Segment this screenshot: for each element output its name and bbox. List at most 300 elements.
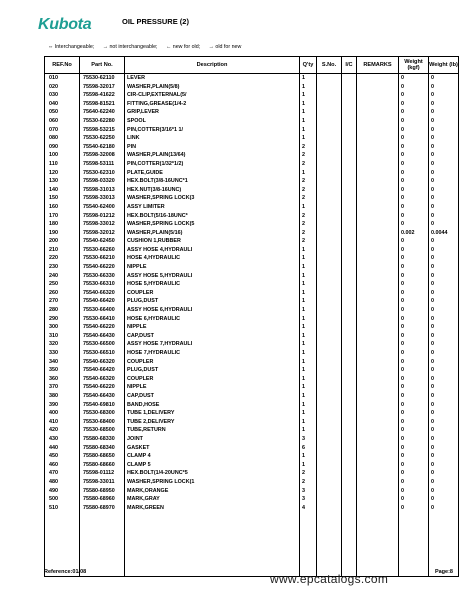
cell-weight-lb: 0 [429,100,459,109]
cell-serial-no [317,212,342,221]
cell-ref-no: 280 [45,306,80,315]
cell-part-no: 75598-53111 [80,160,125,169]
cell-serial-no [317,108,342,117]
filler-cell [317,512,342,577]
cell-serial-no [317,487,342,496]
cell-remarks [357,349,399,358]
cell-ic [342,401,357,410]
cell-description: ASSY HOSE 6,HYDRAULI [125,306,300,315]
cell-qty: 1 [300,349,317,358]
cell-ref-no: 090 [45,143,80,152]
cell-remarks [357,375,399,384]
cell-part-no: 75530-66310 [80,280,125,289]
cell-ref-no: 440 [45,444,80,453]
cell-remarks [357,263,399,272]
cell-qty: 2 [300,220,317,229]
footer-reference: Reference:01/08 [44,569,87,575]
cell-part-no: 75530-66330 [80,272,125,281]
cell-remarks [357,469,399,478]
cell-weight-lb: 0 [429,375,459,384]
cell-weight-kgf: 0 [399,297,429,306]
cell-weight-kgf: 0 [399,418,429,427]
cell-weight-kgf: 0 [399,487,429,496]
cell-ic [342,504,357,513]
cell-serial-no [317,203,342,212]
cell-weight-kgf: 0 [399,83,429,92]
cell-ref-no: 270 [45,297,80,306]
cell-qty: 1 [300,340,317,349]
cell-qty: 1 [300,74,317,83]
table-row [45,452,459,461]
table-row [45,366,459,375]
cell-part-no: 75530-62280 [80,117,125,126]
cell-remarks [357,409,399,418]
cell-weight-kgf: 0 [399,203,429,212]
cell-description: PIN,COTTER(3/16*1 1/ [125,126,300,135]
cell-remarks [357,203,399,212]
cell-ic [342,289,357,298]
cell-serial-no [317,383,342,392]
cell-qty: 1 [300,91,317,100]
cell-weight-kgf: 0 [399,289,429,298]
cell-part-no: 75540-66420 [80,366,125,375]
cell-serial-no [317,229,342,238]
cell-qty: 2 [300,186,317,195]
cell-weight-kgf: 0 [399,108,429,117]
cell-description: TUBE 1,DELIVERY [125,409,300,418]
cell-ref-no: 320 [45,340,80,349]
cell-weight-lb: 0 [429,186,459,195]
cell-part-no: 75530-62310 [80,169,125,178]
cell-description: NIPPLE [125,263,300,272]
cell-serial-no [317,194,342,203]
cell-qty: 1 [300,83,317,92]
cell-remarks [357,229,399,238]
cell-weight-lb: 0 [429,461,459,470]
cell-weight-kgf: 0 [399,435,429,444]
table-row [45,315,459,324]
cell-ref-no: 400 [45,409,80,418]
cell-ic [342,349,357,358]
cell-ref-no: 450 [45,452,80,461]
cell-part-no: 75598-33012 [80,220,125,229]
cell-weight-kgf: 0 [399,280,429,289]
cell-weight-lb: 0 [429,126,459,135]
cell-ic [342,418,357,427]
cell-ref-no: 180 [45,220,80,229]
cell-serial-no [317,254,342,263]
parts-table [44,56,459,577]
cell-part-no: 75540-66420 [80,297,125,306]
cell-ic [342,444,357,453]
cell-ic [342,186,357,195]
cell-part-no: 75598-01212 [80,212,125,221]
table-row [45,375,459,384]
cell-weight-lb: 0 [429,280,459,289]
cell-ref-no: 190 [45,229,80,238]
cell-remarks [357,74,399,83]
cell-ic [342,143,357,152]
cell-remarks [357,392,399,401]
cell-ic [342,126,357,135]
cell-remarks [357,194,399,203]
table-row [45,229,459,238]
cell-part-no: 75580-68660 [80,461,125,470]
cell-qty: 2 [300,177,317,186]
cell-qty: 1 [300,272,317,281]
cell-remarks [357,366,399,375]
cell-weight-lb: 0 [429,323,459,332]
cell-serial-no [317,297,342,306]
cell-description: PIN [125,143,300,152]
cell-ref-no: 480 [45,478,80,487]
cell-ic [342,272,357,281]
cell-part-no: 75598-01112 [80,469,125,478]
cell-part-no: 75598-33013 [80,194,125,203]
cell-qty: 1 [300,366,317,375]
cell-remarks [357,212,399,221]
cell-part-no: 75530-68300 [80,409,125,418]
cell-ic [342,435,357,444]
cell-weight-lb: 0 [429,435,459,444]
cell-remarks [357,401,399,410]
cell-description: CIR-CLIP,EXTERNAL(5/ [125,91,300,100]
cell-remarks [357,323,399,332]
cell-description: COUPLER [125,375,300,384]
table-row [45,117,459,126]
cell-weight-lb: 0 [429,452,459,461]
table-row [45,74,459,83]
cell-weight-kgf: 0 [399,366,429,375]
cell-qty: 1 [300,108,317,117]
cell-ic [342,212,357,221]
cell-serial-no [317,220,342,229]
table-row [45,220,459,229]
cell-description: SPOOL [125,117,300,126]
cell-ref-no: 300 [45,323,80,332]
filler-cell [80,512,125,577]
cell-ref-no: 160 [45,203,80,212]
cell-remarks [357,134,399,143]
cell-serial-no [317,375,342,384]
cell-weight-kgf: 0 [399,100,429,109]
cell-ref-no: 360 [45,375,80,384]
cell-description: NIPPLE [125,323,300,332]
cell-weight-lb: 0 [429,426,459,435]
cell-description: BAND,HOSE [125,401,300,410]
cell-weight-kgf: 0 [399,332,429,341]
cell-ref-no: 010 [45,74,80,83]
col-weight-kgf: Weight (kgf) [399,57,429,74]
table-filler-row [45,512,459,577]
cell-part-no: 75540-62450 [80,237,125,246]
cell-ref-no: 260 [45,289,80,298]
cell-qty: 1 [300,246,317,255]
cell-qty: 1 [300,452,317,461]
table-row [45,504,459,513]
cell-qty: 2 [300,229,317,238]
cell-ref-no: 110 [45,160,80,169]
cell-weight-lb: 0 [429,220,459,229]
cell-description: JOINT [125,435,300,444]
cell-weight-lb: 0 [429,306,459,315]
cell-description: PLUG,DUST [125,366,300,375]
table-row [45,495,459,504]
cell-serial-no [317,401,342,410]
cell-ic [342,323,357,332]
cell-weight-lb: 0 [429,169,459,178]
cell-weight-lb: 0 [429,74,459,83]
cell-description: WASHER,PLAIN(5/16) [125,229,300,238]
cell-weight-kgf: 0 [399,74,429,83]
cell-description: HEX.NUT(3/8-16UNC) [125,186,300,195]
cell-description: GASKET [125,444,300,453]
cell-serial-no [317,504,342,513]
cell-weight-lb: 0 [429,117,459,126]
cell-ic [342,306,357,315]
table-row [45,160,459,169]
cell-remarks [357,340,399,349]
cell-remarks [357,186,399,195]
cell-ref-no: 380 [45,392,80,401]
cell-ic [342,91,357,100]
cell-weight-kgf: 0 [399,91,429,100]
cell-description: HEX.BOLT(5/16-18UNC* [125,212,300,221]
cell-weight-kgf: 0 [399,272,429,281]
cell-weight-kgf: 0 [399,315,429,324]
table-row [45,383,459,392]
cell-ref-no: 220 [45,254,80,263]
cell-part-no: 75540-66430 [80,392,125,401]
cell-part-no: 75598-32012 [80,229,125,238]
cell-weight-kgf: 0 [399,143,429,152]
filler-cell [399,512,429,577]
cell-description: CLAMP 5 [125,461,300,470]
cell-ref-no: 510 [45,504,80,513]
cell-weight-kgf: 0 [399,409,429,418]
cell-ref-no: 150 [45,194,80,203]
cell-description: FITTING,GREASE(1/4-2 [125,100,300,109]
table-row [45,203,459,212]
cell-weight-kgf: 0 [399,461,429,470]
cell-weight-kgf: 0 [399,469,429,478]
cell-qty: 1 [300,289,317,298]
cell-weight-lb: 0 [429,108,459,117]
cell-description: COUPLER [125,289,300,298]
col-qty: Q'ty [300,57,317,74]
cell-part-no: 75540-66220 [80,323,125,332]
cell-weight-kgf: 0 [399,401,429,410]
cell-description: TUBE 2,DELIVERY [125,418,300,427]
cell-remarks [357,478,399,487]
cell-weight-lb: 0 [429,203,459,212]
cell-serial-no [317,134,342,143]
cell-ic [342,461,357,470]
cell-part-no: 75598-33011 [80,478,125,487]
col-remarks: REMARKS [357,57,399,74]
cell-ref-no: 060 [45,117,80,126]
cell-qty: 2 [300,212,317,221]
interchange-legend [48,44,248,50]
cell-part-no: 75580-68330 [80,435,125,444]
cell-ic [342,74,357,83]
cell-ic [342,383,357,392]
cell-serial-no [317,332,342,341]
table-row [45,83,459,92]
page-header [38,14,458,40]
cell-weight-lb: 0 [429,151,459,160]
cell-weight-lb: 0.0044 [429,229,459,238]
cell-weight-kgf: 0 [399,495,429,504]
cell-weight-lb: 0 [429,237,459,246]
filler-cell [429,512,459,577]
table-row [45,212,459,221]
cell-remarks [357,495,399,504]
cell-ref-no: 200 [45,237,80,246]
cell-ic [342,169,357,178]
cell-weight-lb: 0 [429,289,459,298]
cell-qty: 1 [300,134,317,143]
cell-description: HEX.BOLT(1/4-20UNC*5 [125,469,300,478]
cell-serial-no [317,469,342,478]
cell-part-no: 75580-68650 [80,452,125,461]
cell-weight-lb: 0 [429,160,459,169]
cell-serial-no [317,461,342,470]
cell-serial-no [317,315,342,324]
cell-part-no: 75580-68950 [80,487,125,496]
cell-description: ASSY LIMITER [125,203,300,212]
cell-qty: 2 [300,151,317,160]
cell-weight-kgf: 0 [399,134,429,143]
filler-cell [342,512,357,577]
cell-serial-no [317,91,342,100]
cell-description: CAP,DUST [125,332,300,341]
cell-description: GRIP,LEVER [125,108,300,117]
cell-weight-kgf: 0 [399,452,429,461]
cell-weight-lb: 0 [429,134,459,143]
cell-weight-kgf: 0 [399,186,429,195]
table-row [45,340,459,349]
table-row [45,461,459,470]
cell-part-no: 75598-32008 [80,151,125,160]
cell-weight-kgf: 0 [399,375,429,384]
cell-description: ASSY HOSE 7,HYDRAULI [125,340,300,349]
cell-ic [342,100,357,109]
cell-qty: 1 [300,418,317,427]
cell-weight-kgf: 0 [399,349,429,358]
cell-serial-no [317,126,342,135]
cell-ic [342,375,357,384]
cell-ic [342,151,357,160]
table-row [45,418,459,427]
cell-remarks [357,254,399,263]
cell-remarks [357,151,399,160]
cell-remarks [357,272,399,281]
cell-weight-lb: 0 [429,272,459,281]
cell-weight-lb: 0 [429,83,459,92]
cell-ic [342,237,357,246]
cell-ic [342,315,357,324]
cell-qty: 1 [300,392,317,401]
cell-description: MARK,GREEN [125,504,300,513]
cell-serial-no [317,237,342,246]
cell-weight-lb: 0 [429,297,459,306]
cell-weight-lb: 0 [429,143,459,152]
cell-description: LINK [125,134,300,143]
cell-description: MARK,GRAY [125,495,300,504]
cell-part-no: 75530-62110 [80,74,125,83]
cell-ref-no: 240 [45,272,80,281]
cell-serial-no [317,246,342,255]
cell-ic [342,254,357,263]
cell-weight-kgf: 0 [399,160,429,169]
cell-serial-no [317,74,342,83]
filler-cell [125,512,300,577]
cell-description: WASHER,PLAIN(5/8) [125,83,300,92]
cell-serial-no [317,160,342,169]
table-row [45,349,459,358]
cell-qty: 1 [300,401,317,410]
table-row [45,246,459,255]
cell-ic [342,117,357,126]
cell-weight-lb: 0 [429,409,459,418]
cell-serial-no [317,452,342,461]
table-row [45,126,459,135]
table-row [45,392,459,401]
cell-weight-kgf: 0 [399,220,429,229]
cell-ic [342,478,357,487]
cell-ref-no: 390 [45,401,80,410]
cell-ic [342,469,357,478]
cell-part-no: 75540-62400 [80,203,125,212]
cell-description: CAP,DUST [125,392,300,401]
table-row [45,272,459,281]
cell-serial-no [317,263,342,272]
cell-description: CUSHION 1,RUBBER [125,237,300,246]
cell-ref-no: 290 [45,315,80,324]
cell-description: HOSE 7,HYDRAULIC [125,349,300,358]
cell-weight-lb: 0 [429,315,459,324]
cell-weight-kgf: 0 [399,323,429,332]
cell-serial-no [317,409,342,418]
cell-qty: 1 [300,358,317,367]
cell-remarks [357,117,399,126]
cell-weight-lb: 0 [429,358,459,367]
cell-part-no: 75540-66220 [80,263,125,272]
cell-description: WASHER,PLAIN(13/64) [125,151,300,160]
cell-remarks [357,426,399,435]
cell-description: HOSE 6,HYDRAULIC [125,315,300,324]
cell-ref-no: 210 [45,246,80,255]
cell-remarks [357,504,399,513]
cell-serial-no [317,177,342,186]
cell-serial-no [317,169,342,178]
cell-weight-lb: 0 [429,504,459,513]
cell-remarks [357,126,399,135]
cell-part-no: 75530-66500 [80,340,125,349]
cell-remarks [357,100,399,109]
cell-weight-kgf: 0 [399,177,429,186]
cell-ref-no: 350 [45,366,80,375]
cell-description: ASSY HOSE 5,HYDRAULI [125,272,300,281]
cell-remarks [357,332,399,341]
cell-qty: 1 [300,375,317,384]
cell-ref-no: 030 [45,91,80,100]
cell-qty: 1 [300,323,317,332]
cell-remarks [357,435,399,444]
cell-weight-lb: 0 [429,246,459,255]
cell-part-no: 75540-69810 [80,401,125,410]
